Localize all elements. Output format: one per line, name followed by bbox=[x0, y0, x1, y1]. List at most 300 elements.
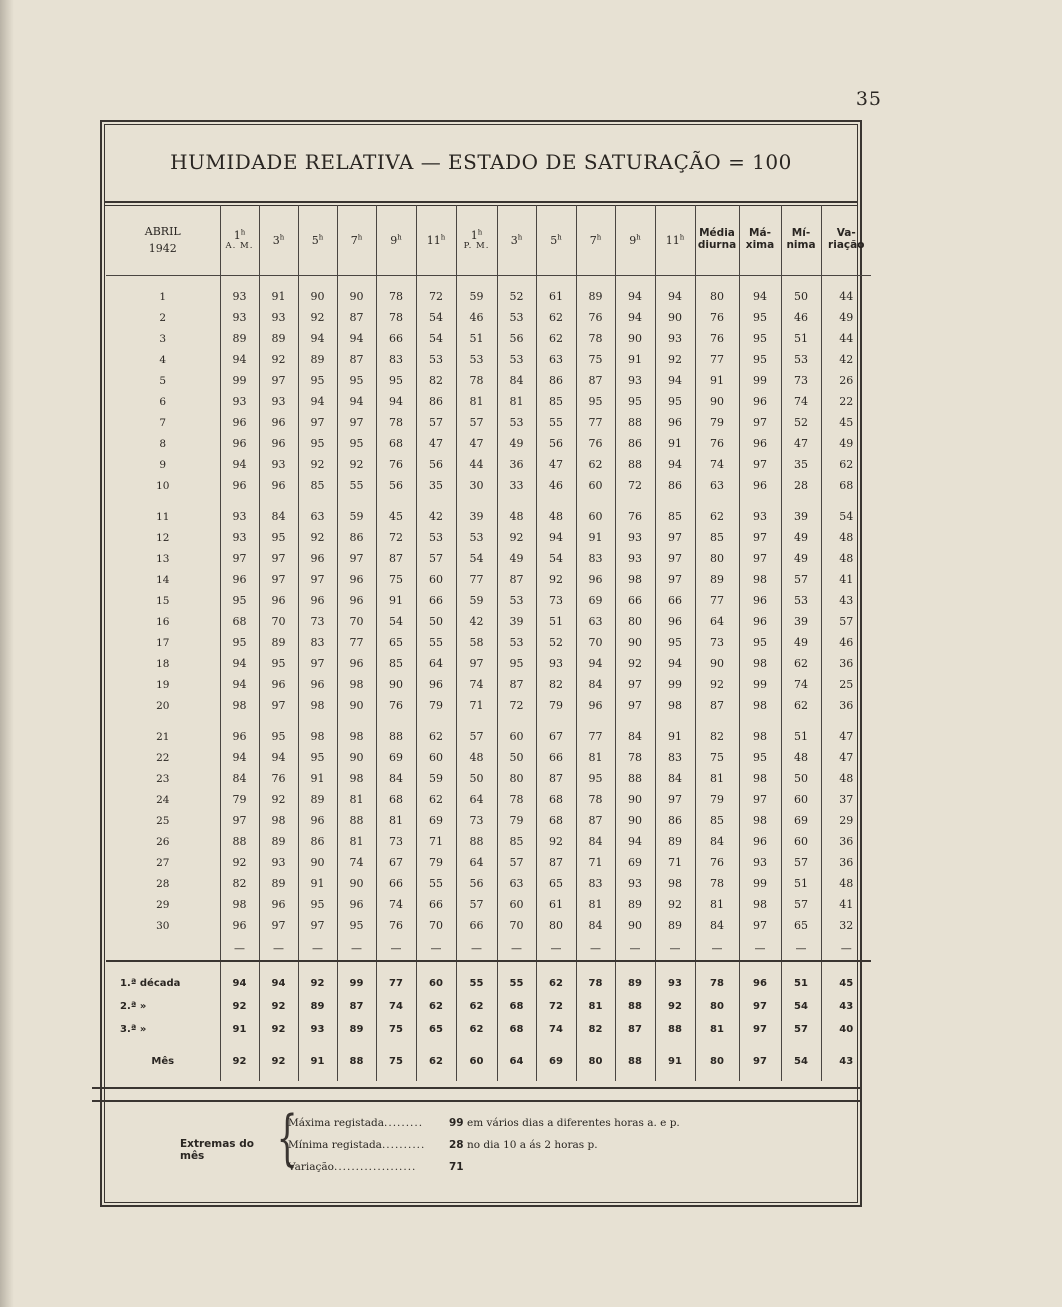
humidity-value: 91 bbox=[259, 286, 298, 307]
humidity-value: 53 bbox=[497, 632, 536, 653]
humidity-value: 96 bbox=[259, 412, 298, 433]
humidity-value: 96 bbox=[739, 831, 781, 852]
humidity-value: 98 bbox=[739, 768, 781, 789]
humidity-value: 86 bbox=[536, 370, 576, 391]
humidity-value: 95 bbox=[259, 726, 298, 747]
humidity-value: 57 bbox=[821, 611, 871, 632]
humidity-value: 93 bbox=[536, 653, 576, 674]
humidity-value: 94 bbox=[337, 328, 376, 349]
day-row bbox=[106, 370, 871, 391]
humidity-value: 96 bbox=[337, 590, 376, 611]
spacer-cell bbox=[376, 276, 416, 287]
humidity-value: 53 bbox=[416, 349, 456, 370]
humidity-value: 42 bbox=[821, 349, 871, 370]
humidity-value: 59 bbox=[337, 506, 376, 527]
humidity-value: 96 bbox=[220, 915, 259, 936]
humidity-value: 85 bbox=[376, 653, 416, 674]
day-number: 2 bbox=[159, 311, 167, 324]
day-number: 5 bbox=[159, 374, 167, 387]
decade-value: 87 bbox=[615, 1018, 655, 1041]
decade-value: 78 bbox=[576, 972, 615, 995]
humidity-value: 96 bbox=[739, 433, 781, 454]
humidity-value: 77 bbox=[456, 569, 497, 590]
humidity-value: 87 bbox=[497, 674, 536, 695]
humidity-value: 81 bbox=[337, 831, 376, 852]
humidity-value: 94 bbox=[220, 454, 259, 475]
meridiem-label: P. M. bbox=[463, 240, 490, 251]
humidity-value: 56 bbox=[416, 454, 456, 475]
humidity-value: 87 bbox=[337, 307, 376, 328]
spacer-cell bbox=[821, 276, 871, 287]
humidity-value: 87 bbox=[376, 548, 416, 569]
decade-value: 81 bbox=[576, 995, 615, 1018]
humidity-value: 93 bbox=[259, 454, 298, 475]
humidity-value: 78 bbox=[497, 789, 536, 810]
humidity-value: 91 bbox=[615, 349, 655, 370]
humidity-value: 97 bbox=[655, 527, 695, 548]
humidity-value: 85 bbox=[536, 391, 576, 412]
humidity-value: 30 bbox=[456, 475, 497, 496]
humidity-value: 36 bbox=[821, 695, 871, 716]
decade-value: 55 bbox=[456, 972, 497, 995]
spacer-cell bbox=[259, 276, 298, 287]
gap-cell bbox=[655, 716, 695, 726]
humidity-value: 94 bbox=[337, 391, 376, 412]
humidity-value: 97 bbox=[220, 548, 259, 569]
humidity-value: 88 bbox=[456, 831, 497, 852]
day-row bbox=[106, 695, 871, 716]
decade-value: 72 bbox=[536, 995, 576, 1018]
decade-value: 92 bbox=[259, 995, 298, 1018]
day-number: 8 bbox=[159, 437, 167, 450]
humidity-value: 90 bbox=[337, 286, 376, 307]
humidity-value: 79 bbox=[536, 695, 576, 716]
decade-value: 88 bbox=[655, 1018, 695, 1041]
spacer-cell bbox=[576, 276, 615, 287]
humidity-value: 95 bbox=[739, 747, 781, 768]
dash-cell bbox=[106, 936, 220, 961]
humidity-value: 93 bbox=[655, 328, 695, 349]
humidity-value: 51 bbox=[456, 328, 497, 349]
humidity-value: 32 bbox=[821, 915, 871, 936]
gap-cell bbox=[821, 716, 871, 726]
gap-cell bbox=[739, 716, 781, 726]
humidity-value: 92 bbox=[259, 789, 298, 810]
humidity-value: 77 bbox=[337, 632, 376, 653]
dash-mark: — bbox=[821, 936, 871, 961]
humidity-value: 90 bbox=[298, 852, 337, 873]
humidity-value: 73 bbox=[536, 590, 576, 611]
decade-value: 89 bbox=[615, 972, 655, 995]
hour-header bbox=[615, 205, 655, 276]
decade-value: 87 bbox=[337, 995, 376, 1018]
humidity-value: 53 bbox=[416, 527, 456, 548]
decade-value: 62 bbox=[536, 972, 576, 995]
month-label: Mês bbox=[151, 1055, 175, 1067]
humidity-value: 64 bbox=[456, 852, 497, 873]
day-row bbox=[106, 286, 871, 307]
humidity-value: 99 bbox=[739, 370, 781, 391]
extremes-divider bbox=[92, 1087, 862, 1089]
decade-value: 81 bbox=[695, 1018, 739, 1041]
humidity-value: 57 bbox=[781, 894, 821, 915]
humidity-value: 76 bbox=[695, 852, 739, 873]
day-number: 20 bbox=[156, 699, 170, 712]
humidity-value: 96 bbox=[416, 674, 456, 695]
humidity-value: 91 bbox=[655, 433, 695, 454]
humidity-value: 89 bbox=[298, 349, 337, 370]
humidity-value: 59 bbox=[456, 286, 497, 307]
humidity-value: 25 bbox=[821, 674, 871, 695]
day-number: 1 bbox=[159, 290, 167, 303]
gap-cell bbox=[456, 496, 497, 506]
humidity-value: 78 bbox=[615, 747, 655, 768]
gap-cell bbox=[376, 496, 416, 506]
humidity-value: 95 bbox=[739, 349, 781, 370]
day-row bbox=[106, 632, 871, 653]
humidity-value: 97 bbox=[739, 789, 781, 810]
humidity-value: 49 bbox=[781, 527, 821, 548]
humidity-value: 75 bbox=[376, 569, 416, 590]
gap-cell bbox=[337, 716, 376, 726]
humidity-value: 77 bbox=[576, 412, 615, 433]
stat-label: Média diurna bbox=[697, 227, 737, 251]
decade-value: 96 bbox=[739, 972, 781, 995]
humidity-value: 76 bbox=[576, 433, 615, 454]
humidity-value: 95 bbox=[739, 632, 781, 653]
humidity-value: 71 bbox=[456, 695, 497, 716]
humidity-value: 44 bbox=[821, 328, 871, 349]
humidity-value: 57 bbox=[781, 852, 821, 873]
humidity-value: 86 bbox=[298, 831, 337, 852]
humidity-value: 94 bbox=[298, 391, 337, 412]
humidity-value: 94 bbox=[220, 653, 259, 674]
humidity-value: 89 bbox=[259, 831, 298, 852]
humidity-value: 54 bbox=[416, 328, 456, 349]
hour-header bbox=[376, 205, 416, 276]
decade-value: 77 bbox=[376, 972, 416, 995]
spacer-cell bbox=[695, 276, 739, 287]
month-value: 54 bbox=[781, 1041, 821, 1081]
humidity-value: 86 bbox=[337, 527, 376, 548]
spacer-cell bbox=[695, 962, 739, 972]
spacer-cell bbox=[615, 276, 655, 287]
month-value: 91 bbox=[298, 1041, 337, 1081]
day-number: 3 bbox=[159, 332, 167, 345]
humidity-value: 74 bbox=[781, 674, 821, 695]
spacer-cell bbox=[298, 962, 337, 972]
humidity-value: 53 bbox=[781, 349, 821, 370]
humidity-value: 83 bbox=[576, 548, 615, 569]
humidity-value: 81 bbox=[497, 391, 536, 412]
dash-mark: — bbox=[576, 936, 615, 961]
max-value: 99 bbox=[449, 1117, 464, 1129]
gap-cell bbox=[615, 716, 655, 726]
humidity-value: 93 bbox=[615, 527, 655, 548]
humidity-value: 63 bbox=[497, 873, 536, 894]
humidity-value: 96 bbox=[655, 611, 695, 632]
humidity-value: 87 bbox=[536, 852, 576, 873]
stat-header bbox=[781, 205, 821, 276]
humidity-value: 49 bbox=[821, 307, 871, 328]
humidity-value: 89 bbox=[298, 789, 337, 810]
humidity-value: 62 bbox=[821, 454, 871, 475]
humidity-value: 50 bbox=[416, 611, 456, 632]
decade-value: 74 bbox=[536, 1018, 576, 1041]
stat-label: Mí- nima bbox=[786, 227, 816, 251]
humidity-value: 97 bbox=[337, 548, 376, 569]
day-row bbox=[106, 307, 871, 328]
gap-cell bbox=[576, 716, 615, 726]
gap-cell bbox=[695, 496, 739, 506]
humidity-value: 82 bbox=[220, 873, 259, 894]
humidity-value: 76 bbox=[576, 307, 615, 328]
humidity-value: 62 bbox=[781, 653, 821, 674]
humidity-value: 49 bbox=[497, 548, 536, 569]
humidity-value: 75 bbox=[576, 349, 615, 370]
gap-cell bbox=[655, 496, 695, 506]
humidity-value: 96 bbox=[298, 590, 337, 611]
humidity-value: 99 bbox=[655, 674, 695, 695]
humidity-value: 83 bbox=[576, 873, 615, 894]
spacer-cell bbox=[106, 962, 220, 972]
humidity-value: 26 bbox=[821, 370, 871, 391]
humidity-value: 74 bbox=[695, 454, 739, 475]
humidity-value: 62 bbox=[536, 328, 576, 349]
humidity-value: 66 bbox=[416, 590, 456, 611]
hour-label: 9$^h$ bbox=[390, 232, 402, 247]
humidity-value: 97 bbox=[739, 548, 781, 569]
day-row bbox=[106, 590, 871, 611]
humidity-value: 71 bbox=[416, 831, 456, 852]
humidity-value: 52 bbox=[781, 412, 821, 433]
humidity-value: 85 bbox=[655, 506, 695, 527]
gap-cell bbox=[298, 716, 337, 726]
day-row bbox=[106, 527, 871, 548]
humidity-value: 77 bbox=[576, 726, 615, 747]
min-value: 28 bbox=[449, 1139, 464, 1151]
extremes-label: Extremas do mês bbox=[180, 1138, 254, 1162]
humidity-value: 95 bbox=[655, 632, 695, 653]
humidity-value: 95 bbox=[739, 328, 781, 349]
humidity-value: 61 bbox=[536, 894, 576, 915]
humidity-value: 90 bbox=[298, 286, 337, 307]
humidity-value: 66 bbox=[376, 328, 416, 349]
month-value: 91 bbox=[655, 1041, 695, 1081]
humidity-value: 92 bbox=[298, 527, 337, 548]
humidity-value: 97 bbox=[739, 915, 781, 936]
spacer-cell bbox=[416, 276, 456, 287]
stat-label: Má- xima bbox=[745, 227, 775, 251]
spacer-row bbox=[106, 276, 871, 287]
decade-value: 92 bbox=[220, 995, 259, 1018]
humidity-value: 47 bbox=[821, 747, 871, 768]
month-value: 80 bbox=[576, 1041, 615, 1081]
humidity-value: 39 bbox=[781, 506, 821, 527]
humidity-value: 96 bbox=[259, 433, 298, 454]
humidity-value: 89 bbox=[220, 328, 259, 349]
humidity-value: 57 bbox=[456, 726, 497, 747]
humidity-value: 48 bbox=[456, 747, 497, 768]
humidity-value: 46 bbox=[781, 307, 821, 328]
humidity-value: 69 bbox=[576, 590, 615, 611]
humidity-value: 91 bbox=[655, 726, 695, 747]
humidity-value: 79 bbox=[220, 789, 259, 810]
humidity-value: 36 bbox=[821, 831, 871, 852]
month-value: 75 bbox=[376, 1041, 416, 1081]
decade-label: 2.ª » bbox=[120, 1001, 147, 1012]
gap-cell bbox=[536, 716, 576, 726]
humidity-value: 97 bbox=[615, 695, 655, 716]
humidity-value: 73 bbox=[376, 831, 416, 852]
humidity-value: 94 bbox=[576, 653, 615, 674]
humidity-value: 56 bbox=[497, 328, 536, 349]
humidity-value: 88 bbox=[376, 726, 416, 747]
humidity-value: 99 bbox=[739, 873, 781, 894]
humidity-value: 66 bbox=[536, 747, 576, 768]
humidity-value: 89 bbox=[655, 915, 695, 936]
humidity-value: 85 bbox=[497, 831, 536, 852]
humidity-value: 78 bbox=[376, 307, 416, 328]
humidity-value: 81 bbox=[576, 747, 615, 768]
decade-value: 94 bbox=[220, 972, 259, 995]
humidity-value: 88 bbox=[615, 768, 655, 789]
humidity-value: 79 bbox=[695, 789, 739, 810]
hour-label: 7$^h$ bbox=[350, 232, 363, 247]
humidity-value: 76 bbox=[695, 328, 739, 349]
humidity-value: 53 bbox=[497, 412, 536, 433]
table-body bbox=[106, 276, 871, 1082]
humidity-value: 76 bbox=[376, 695, 416, 716]
humidity-value: 80 bbox=[497, 768, 536, 789]
hour-label: 1$^h$ bbox=[470, 228, 483, 243]
humidity-value: 57 bbox=[781, 569, 821, 590]
humidity-value: 85 bbox=[298, 475, 337, 496]
humidity-value: 98 bbox=[337, 674, 376, 695]
humidity-value: 73 bbox=[781, 370, 821, 391]
humidity-value: 56 bbox=[376, 475, 416, 496]
humidity-value: 68 bbox=[821, 475, 871, 496]
humidity-value: 87 bbox=[497, 569, 536, 590]
decade-gap bbox=[106, 496, 871, 506]
gap-cell bbox=[456, 716, 497, 726]
humidity-value: 56 bbox=[536, 433, 576, 454]
spacer-cell bbox=[536, 962, 576, 972]
gap-cell bbox=[781, 496, 821, 506]
hour-header bbox=[456, 205, 497, 276]
humidity-value: 92 bbox=[655, 349, 695, 370]
humidity-value: 96 bbox=[739, 590, 781, 611]
stat-label: Va- riação bbox=[828, 227, 865, 251]
humidity-value: 69 bbox=[615, 852, 655, 873]
humidity-value: 92 bbox=[298, 307, 337, 328]
humidity-value: 94 bbox=[259, 747, 298, 768]
humidity-value: 54 bbox=[376, 611, 416, 632]
hour-header bbox=[576, 205, 615, 276]
humidity-value: 87 bbox=[576, 370, 615, 391]
decade-value: 55 bbox=[497, 972, 536, 995]
humidity-value: 94 bbox=[615, 286, 655, 307]
humidity-value: 89 bbox=[615, 894, 655, 915]
humidity-value: 47 bbox=[416, 433, 456, 454]
humidity-value: 47 bbox=[536, 454, 576, 475]
humidity-value: 95 bbox=[298, 894, 337, 915]
humidity-value: 89 bbox=[695, 569, 739, 590]
humidity-value: 85 bbox=[695, 527, 739, 548]
decade-value: 97 bbox=[739, 995, 781, 1018]
humidity-value: 46 bbox=[536, 475, 576, 496]
day-row bbox=[106, 548, 871, 569]
humidity-value: 60 bbox=[497, 894, 536, 915]
spacer-cell bbox=[576, 962, 615, 972]
humidity-value: 49 bbox=[781, 548, 821, 569]
humidity-value: 98 bbox=[655, 873, 695, 894]
humidity-value: 74 bbox=[781, 391, 821, 412]
humidity-value: 77 bbox=[695, 349, 739, 370]
decade-value: 91 bbox=[220, 1018, 259, 1041]
humidity-value: 65 bbox=[376, 632, 416, 653]
humidity-value: 78 bbox=[456, 370, 497, 391]
humidity-value: 90 bbox=[615, 632, 655, 653]
humidity-value: 43 bbox=[821, 590, 871, 611]
humidity-value: 84 bbox=[259, 506, 298, 527]
gap-cell bbox=[220, 716, 259, 726]
humidity-value: 97 bbox=[655, 548, 695, 569]
humidity-value: 57 bbox=[497, 852, 536, 873]
humidity-value: 54 bbox=[821, 506, 871, 527]
humidity-value: 62 bbox=[536, 307, 576, 328]
hour-header bbox=[220, 205, 259, 276]
dash-mark: — bbox=[298, 936, 337, 961]
humidity-value: 67 bbox=[376, 852, 416, 873]
humidity-value: 53 bbox=[456, 349, 497, 370]
hour-label: 11$^h$ bbox=[665, 232, 685, 247]
spacer-cell bbox=[456, 276, 497, 287]
humidity-value: 93 bbox=[259, 307, 298, 328]
humidity-value: 62 bbox=[416, 789, 456, 810]
humidity-value: 81 bbox=[337, 789, 376, 810]
day-row bbox=[106, 831, 871, 852]
humidity-value: 48 bbox=[821, 768, 871, 789]
humidity-value: 94 bbox=[220, 674, 259, 695]
humidity-value: 96 bbox=[259, 674, 298, 695]
humidity-value: 84 bbox=[695, 831, 739, 852]
humidity-value: 97 bbox=[615, 674, 655, 695]
humidity-value: 96 bbox=[739, 611, 781, 632]
gap-cell bbox=[106, 496, 220, 506]
humidity-value: 93 bbox=[615, 873, 655, 894]
humidity-value: 94 bbox=[220, 747, 259, 768]
humidity-value: 63 bbox=[298, 506, 337, 527]
extremes-divider-2 bbox=[92, 1100, 862, 1102]
humidity-value: 79 bbox=[416, 695, 456, 716]
humidity-value: 84 bbox=[655, 768, 695, 789]
humidity-value: 89 bbox=[655, 831, 695, 852]
dash-mark: — bbox=[536, 936, 576, 961]
humidity-value: 96 bbox=[655, 412, 695, 433]
day-row bbox=[106, 726, 871, 747]
humidity-value: 92 bbox=[536, 569, 576, 590]
humidity-value: 96 bbox=[220, 726, 259, 747]
day-row bbox=[106, 506, 871, 527]
humidity-value: 82 bbox=[416, 370, 456, 391]
day-number: 17 bbox=[156, 636, 170, 649]
humidity-value: 76 bbox=[615, 506, 655, 527]
humidity-value: 96 bbox=[259, 590, 298, 611]
humidity-value: 84 bbox=[615, 726, 655, 747]
humidity-value: 84 bbox=[695, 915, 739, 936]
gap-cell bbox=[376, 716, 416, 726]
